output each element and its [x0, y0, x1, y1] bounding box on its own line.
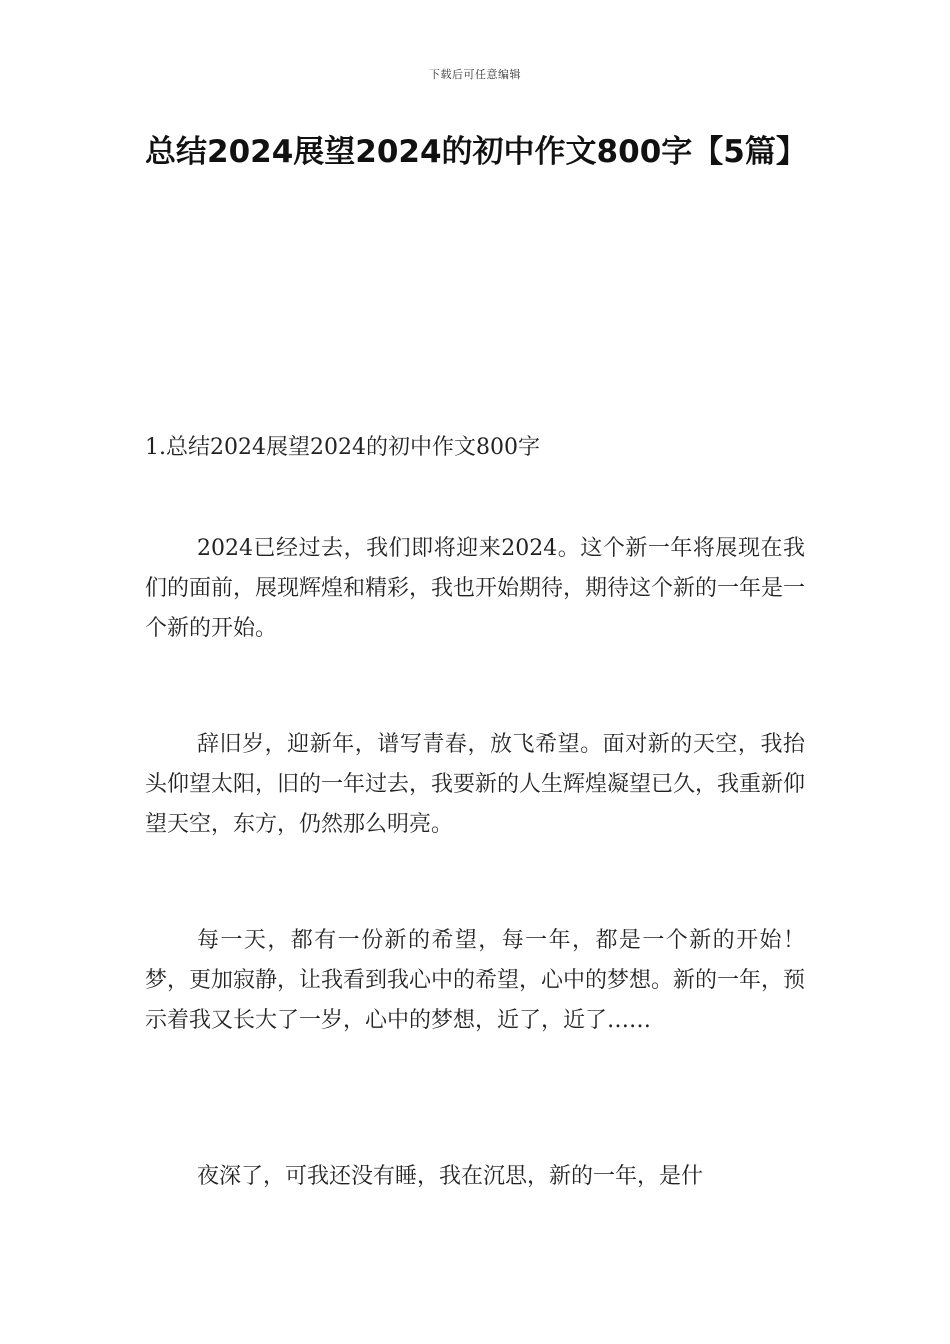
- paragraph-4: 夜深了，可我还没有睡，我在沉思，新的一年，是什: [197, 1164, 704, 1189]
- paragraph-2: 辞旧岁，迎新年，谱写青春，放飞希望。面对新的天空，我抬头仰望太阳，旧的一年过去，我要新的人生辉煌凝望已久，我重新仰望天空，东方，仍然那么明亮。: [145, 732, 806, 837]
- section-heading: 1.总结2024展望2024的初中作文800字: [145, 435, 540, 460]
- paragraph-1: 2024已经过去，我们即将迎来2024。这个新一年将展现在我们的面前，展现辉煌和精彩，我也开始期待，期待这个新的一年是一个新的开始。: [145, 536, 806, 641]
- paragraph-3: 每一天，都有一份新的希望，每一年，都是一个新的开始！梦，更加寂静，让我看到我心中的希望，心中的梦想。新的一年，预示着我又长大了一岁，心中的梦想，近了，近了……: [145, 928, 806, 1033]
- document-title: 总结2024展望2024的初中作文800字【5篇】: [145, 134, 807, 170]
- header-note: 下载后可任意编辑: [429, 68, 521, 81]
